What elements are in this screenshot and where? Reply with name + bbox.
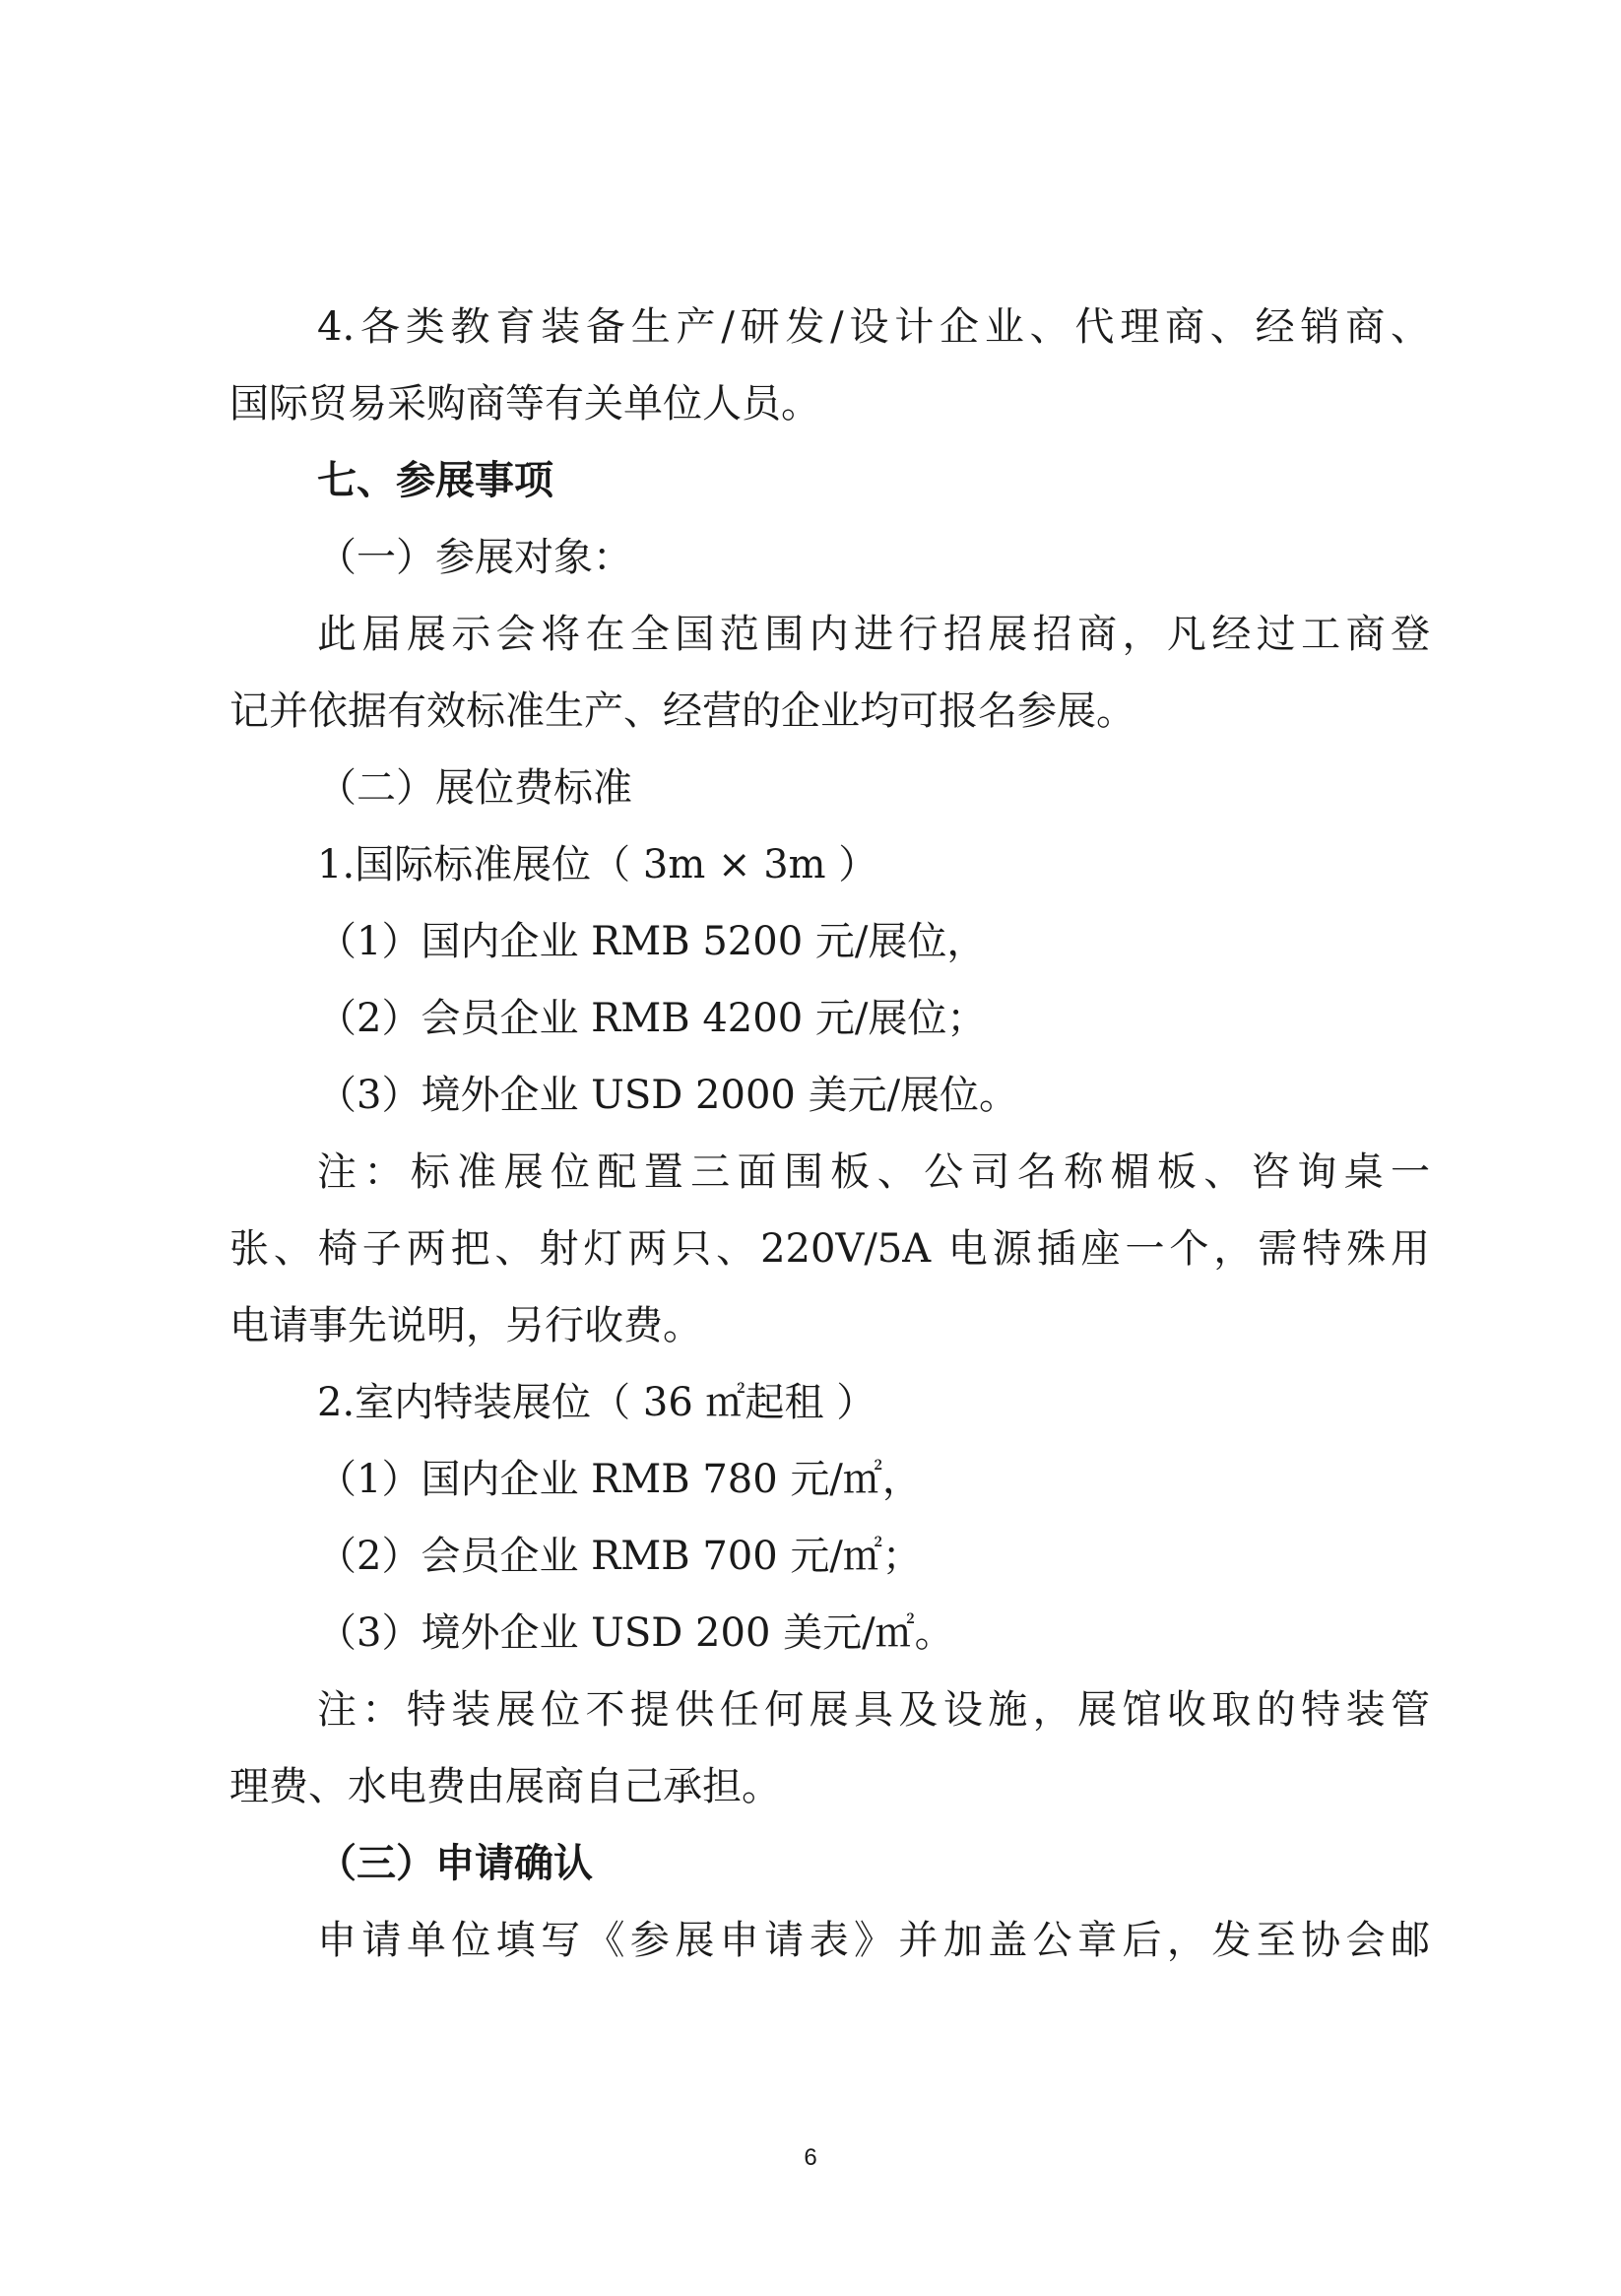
subsection-heading: （一）参展对象： [317, 535, 632, 580]
list-item: 1.国际标准展位（ 3m × 3m ） [317, 842, 878, 887]
list-item: （2）会员企业 RMB 700 元/㎡； [317, 1534, 922, 1579]
body-line: 此届展示会将在全国范围内进行招展招商，凡经过工商登 [317, 612, 1430, 657]
list-item: （3）境外企业 USD 200 美元/㎡。 [317, 1610, 954, 1656]
body-line: 国际贸易采购商等有关单位人员。 [229, 381, 820, 426]
body-line: 记并依据有效标准生产、经营的企业均可报名参展。 [229, 689, 1135, 734]
list-item: （1）国内企业 RMB 5200 元/展位， [317, 919, 987, 964]
subsection-heading: （三）申请确认 [317, 1840, 593, 1886]
page-number: 6 [804, 2144, 817, 2171]
list-item: （3）境外企业 USD 2000 美元/展位。 [317, 1073, 1019, 1118]
body-line: 4.各类教育装备生产/研发/设计企业、代理商、经销商、 [317, 304, 1430, 350]
list-item: （1）国内企业 RMB 780 元/㎡， [317, 1457, 922, 1502]
list-item: （2）会员企业 RMB 4200 元/展位； [317, 996, 987, 1041]
subsection-heading: （二）展位费标准 [317, 765, 632, 811]
note-line: 理费、水电费由展商自己承担。 [229, 1764, 781, 1809]
body-line: 申请单位填写《参展申请表》并加盖公章后，发至协会邮 [317, 1918, 1430, 1963]
list-item: 2.室内特装展位（ 36 ㎡起租 ） [317, 1380, 876, 1425]
note-line: 电请事先说明，另行收费。 [229, 1303, 702, 1348]
note-line: 注：标准展位配置三面围板、公司名称楣板、咨询桌一 [317, 1149, 1430, 1195]
note-line: 注：特装展位不提供任何展具及设施，展馆收取的特装管 [317, 1687, 1430, 1733]
section-heading: 七、参展事项 [317, 458, 553, 503]
note-line: 张、椅子两把、射灯两只、220V/5A 电源插座一个，需特殊用 [229, 1226, 1430, 1272]
